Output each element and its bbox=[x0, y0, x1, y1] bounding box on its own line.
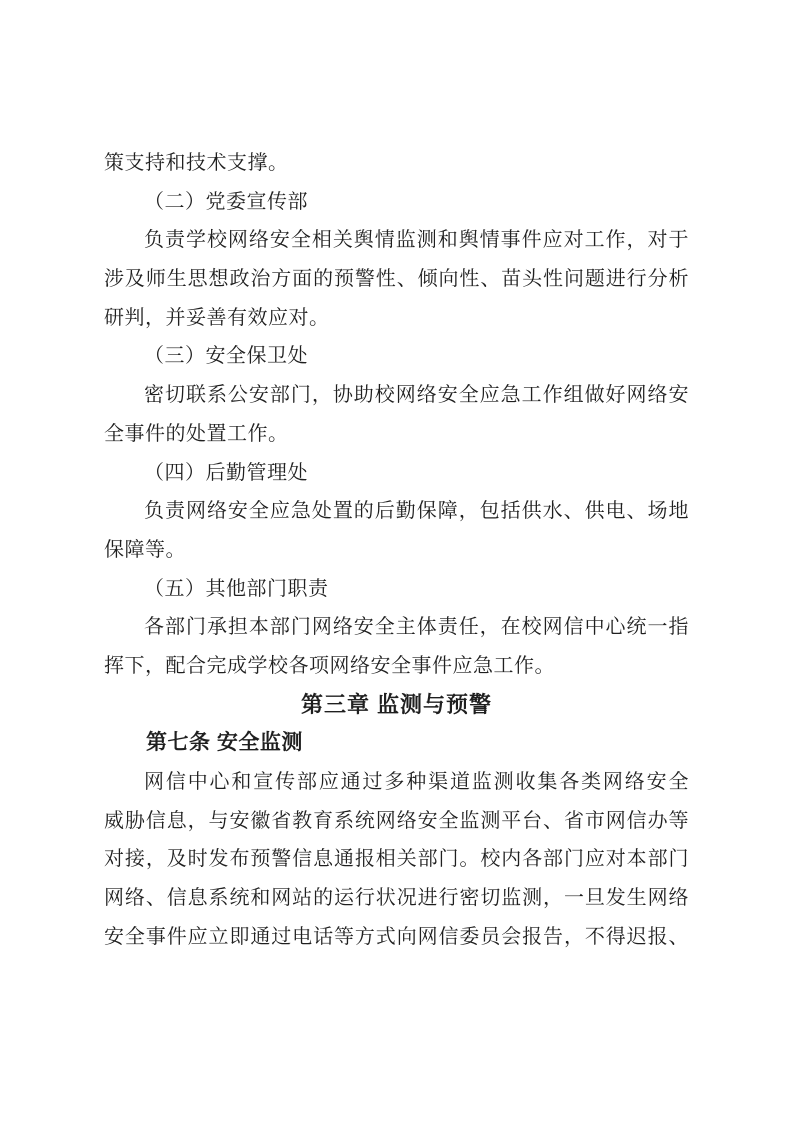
body-line: 研判，并妥善有效应对。 bbox=[104, 306, 330, 329]
body-line: （三）安全保卫处 bbox=[144, 345, 308, 368]
body-line: 涉及师生思想政治方面的预警性、倾向性、苗头性问题进行分析 bbox=[104, 268, 689, 291]
article-heading: 第七条 安全监测 bbox=[146, 731, 303, 755]
body-line: 全事件的处置工作。 bbox=[104, 422, 289, 445]
body-line: 负责网络安全应急处置的后勤保障，包括供水、供电、场地 bbox=[144, 500, 689, 523]
body-line: 策支持和技术支撑。 bbox=[104, 152, 289, 174]
body-line: 网信中心和宣传部应通过多种渠道监测收集各类网络安全 bbox=[144, 771, 689, 793]
body-line: 安全事件应立即通过电话等方式向网信委员会报告，不得迟报、 bbox=[104, 925, 689, 948]
body-line: （四）后勤管理处 bbox=[144, 461, 308, 484]
body-line: 威胁信息，与安徽省教育系统网络安全监测平台、省市网信办等 bbox=[104, 809, 689, 832]
body-line: 保障等。 bbox=[104, 538, 186, 561]
body-line: （五）其他部门职责 bbox=[144, 577, 329, 600]
chapter-heading: 第三章 监测与预警 bbox=[300, 691, 493, 717]
body-line: 网络、信息系统和网站的运行状况进行密切监测，一旦发生网络 bbox=[104, 887, 689, 910]
body-line: （二）党委宣传部 bbox=[144, 190, 308, 213]
body-line: 各部门承担本部门网络安全主体责任，在校网信中心统一指 bbox=[144, 616, 689, 639]
body-line: 挥下，配合完成学校各项网络安全事件应急工作。 bbox=[104, 654, 555, 677]
body-line: 对接，及时发布预警信息通报相关部门。校内各部门应对本部门 bbox=[104, 848, 689, 871]
body-line: 密切联系公安部门，协助校网络安全应急工作组做好网络安 bbox=[144, 384, 689, 407]
body-line: 负责学校网络安全相关舆情监测和舆情事件应对工作，对于 bbox=[144, 229, 689, 252]
